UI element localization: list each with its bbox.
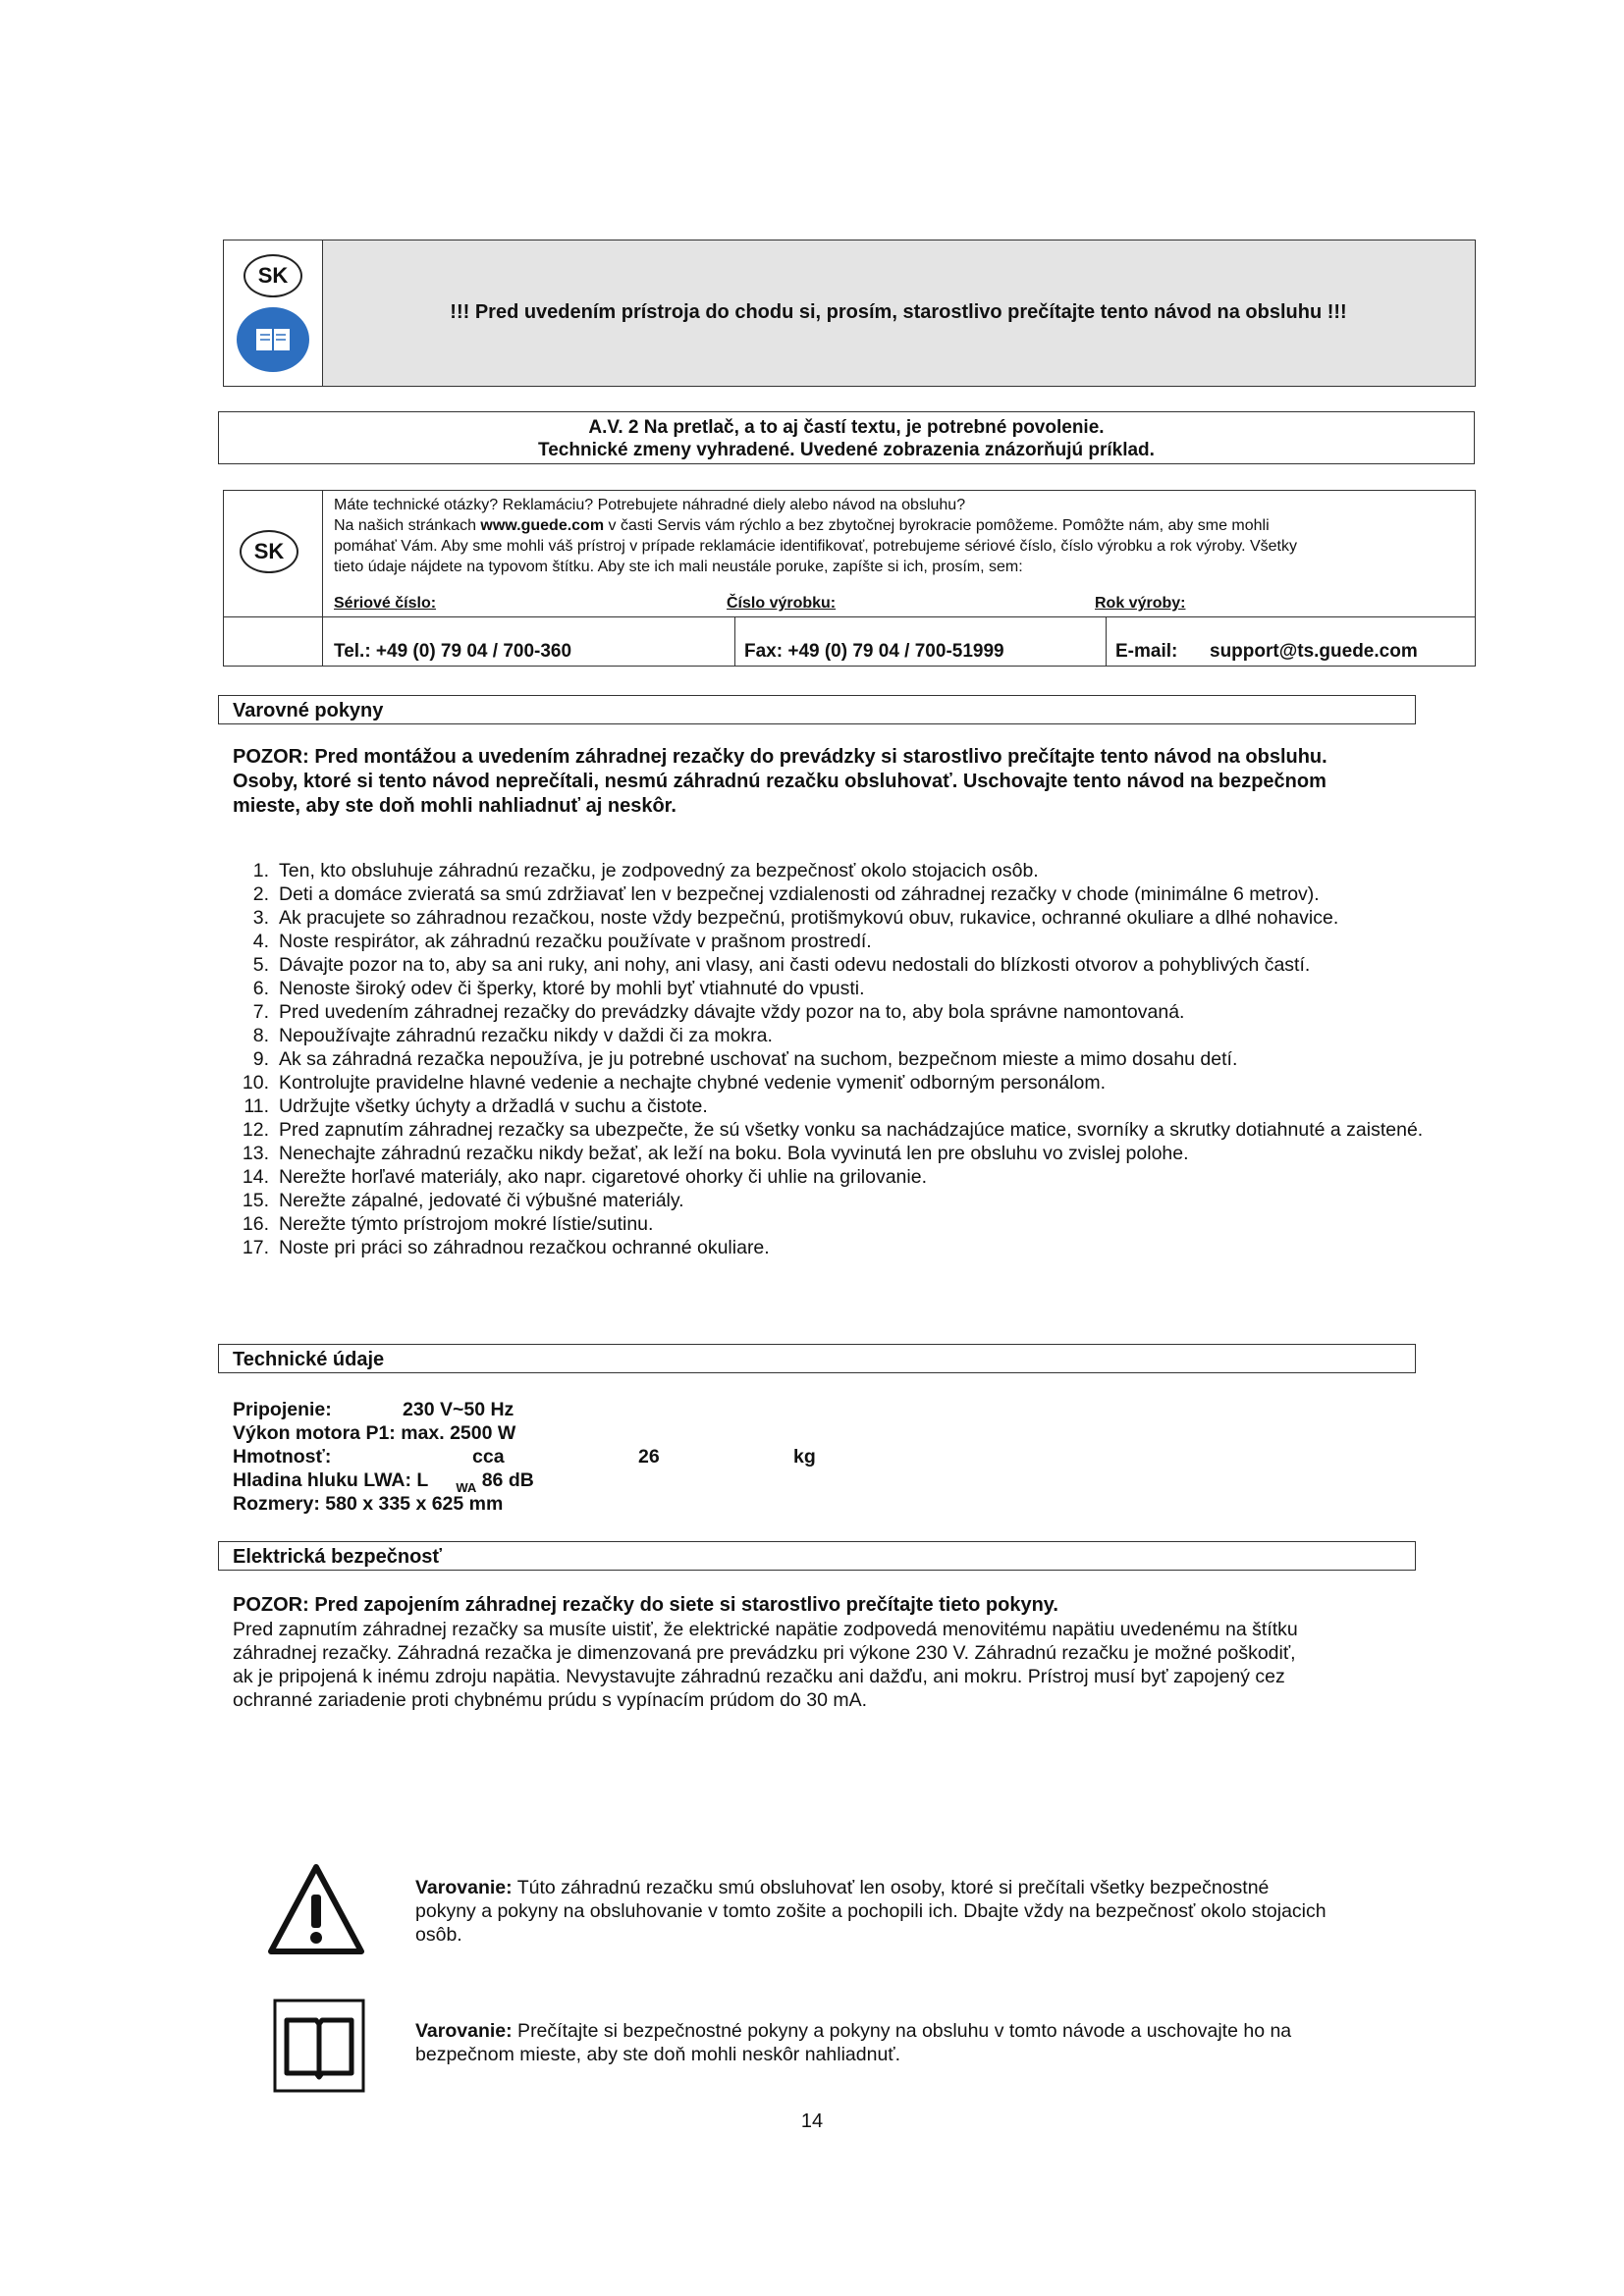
list-item <box>234 906 1432 930</box>
list-item-text: Udržujte všetky úchyty a držadlá v suchu a čistote. <box>279 1095 708 1117</box>
list-item-text: Nerežte zápalné, jedovaté či výbušné materiály. <box>279 1190 684 1211</box>
contact-intro-line: Na našich stránkach www.guede.com v časti Servis vám rýchlo a bez zbytočnej byrokracie pomôžeme. Pomôžte nám, aby sme mohli <box>334 517 1270 534</box>
list-item-number: 17. <box>242 1237 269 1258</box>
list-item-number: 14. <box>242 1166 269 1188</box>
list-item <box>234 859 1432 882</box>
tech-dimensions: Rozmery: 580 x 335 x 625 mm <box>233 1493 504 1515</box>
email-label: E-mail: <box>1115 641 1178 662</box>
sk-language-badge: SK <box>244 254 302 297</box>
phone-number: Tel.: +49 (0) 79 04 / 700-360 <box>334 641 572 662</box>
table-divider <box>734 616 735 666</box>
read-manual-banner <box>223 240 1476 387</box>
table-divider <box>322 491 323 666</box>
section-header-tech: Technické údaje <box>218 1344 1416 1373</box>
warning-label: Varovanie: <box>415 1877 513 1898</box>
list-item-number: 4. <box>252 931 269 952</box>
tech-weight-value: 26 <box>638 1446 660 1468</box>
tech-weight-unit: kg <box>793 1446 816 1468</box>
tech-weight-approx: cca <box>472 1446 505 1468</box>
list-item-number: 2. <box>252 883 269 905</box>
website-link[interactable]: www.guede.com <box>480 517 605 534</box>
tech-connection-label: Pripojenie: <box>233 1399 332 1420</box>
manual-book-icon <box>237 307 309 372</box>
list-item <box>234 882 1432 906</box>
warning-read-instructions: Varovanie: Túto záhradnú rezačku smú obsluhovať len osoby, ktoré si prečítali všetky bezpečnostné pokyny a pokyny na obsluhovanie v tomto zošite a pochopili ich. Dbajte vždy na bezpečnosť okolo stojacich osôb. <box>415 1877 1326 1946</box>
list-item-number: 15. <box>242 1190 269 1211</box>
list-item-number: 1. <box>252 860 269 881</box>
electrical-warning: POZOR: Pred zapojením záhradnej rezačky do siete si starostlivo prečítajte tieto pokyny. <box>233 1594 1058 1616</box>
contact-intro <box>334 495 1463 577</box>
list-item-number: 8. <box>252 1025 269 1046</box>
list-item-text: Nenechajte záhradnú rezačku nikdy bežať, ak leží na boku. Bola vyvinutá len pre obsluhu vo zvislej polohe. <box>279 1143 1189 1164</box>
warning-label: Varovanie: <box>415 2020 513 2042</box>
serial-number-label: Sériové číslo: <box>334 595 437 612</box>
contact-intro-line: tieto údaje nájdete na typovom štítku. Aby ste ich mali neustále poruke, zapíšte si ich, prosím, sem: <box>334 559 1023 575</box>
list-item-number: 3. <box>252 907 269 929</box>
table-divider <box>224 616 1475 617</box>
list-item <box>234 1071 1432 1095</box>
list-item <box>234 1118 1432 1142</box>
section-header-electrical: Elektrická bezpečnosť <box>218 1541 1416 1571</box>
list-item-text: Nepoužívajte záhradnú rezačku nikdy v daždi či za mokra. <box>279 1025 773 1046</box>
list-item-text: Ak pracujete so záhradnou rezačkou, noste vždy bezpečnú, protišmykovú obuv, rukavice, ochranné okuliare a dlhé nohavice. <box>279 907 1339 929</box>
tech-connection-value: 230 V~50 Hz <box>403 1399 514 1420</box>
list-item <box>234 953 1432 977</box>
list-item <box>234 977 1432 1000</box>
list-item <box>234 1212 1432 1236</box>
warnings-intro: POZOR: Pred montážou a uvedením záhradnej rezačky do prevádzky si starostlivo prečítajte tento návod na obsluhu. Osoby, ktoré si tento návod neprečítali, nesmú záhradnú rezačku obsluhovať. Uschovajte tento návod na bezpečnom mieste, aby ste doň mohli nahliadnuť aj neskôr. <box>233 746 1327 817</box>
list-item-text: Ak sa záhradná rezačka nepoužíva, je ju potrebné uschovať na suchom, bezpečnom mieste a mimo dosahu detí. <box>279 1048 1238 1070</box>
production-year-label: Rok výroby: <box>1095 595 1186 612</box>
page-number: 14 <box>800 2110 824 2132</box>
list-item-text: Pred zapnutím záhradnej rezačky sa ubezpečte, že sú všetky vonku sa nachádzajúce matice, svorníky a skrutky dotiahnuté a zaistené. <box>279 1119 1424 1141</box>
list-item-number: 6. <box>252 978 269 999</box>
list-item <box>234 1165 1432 1189</box>
list-item-text: Nenoste široký odev či šperky, ktoré by mohli byť vtiahnuté do vpusti. <box>279 978 865 999</box>
open-book-icon <box>237 307 309 372</box>
tech-noise-level: Hladina hluku LWA: L $_{WA}$ 86 dB <box>233 1469 534 1495</box>
contact-intro-line: Máte technické otázky? Reklamáciu? Potrebujete náhradné diely alebo návod na obsluhu? <box>334 497 966 513</box>
list-item-text: Pred uvedením záhradnej rezačky do prevádzky dávajte vždy pozor na to, aby bola správne namontovaná. <box>279 1001 1185 1023</box>
contact-info-table <box>223 490 1476 667</box>
warning-triangle-icon <box>267 1863 365 1960</box>
list-item-number: 5. <box>252 954 269 976</box>
list-item-text: Ten, kto obsluhuje záhradnú rezačku, je zodpovedný za bezpečnosť okolo stojacich osôb. <box>279 860 1039 881</box>
list-item <box>234 930 1432 953</box>
list-item-number: 12. <box>242 1119 269 1141</box>
copyright-line-2: Technické zmeny vyhradené. Uvedené zobrazenia znázorňujú príklad. <box>538 440 1155 460</box>
banner-message: !!! Pred uvedením prístroja do chodu si, prosím, starostlivo prečítajte tento návod na obsluhu !!! <box>450 301 1347 323</box>
list-item <box>234 1095 1432 1118</box>
safety-instructions-list <box>234 859 1432 1259</box>
tech-motor-power: Výkon motora P1: max. 2500 W <box>233 1422 516 1444</box>
copyright-notice <box>218 411 1475 464</box>
list-item <box>234 1236 1432 1259</box>
list-item-text: Dávajte pozor na to, aby sa ani ruky, ani nohy, ani vlasy, ani časti odevu nedostali do blízkosti otvorov a pohyblivých častí. <box>279 954 1311 976</box>
section-header-warnings: Varovné pokyny <box>218 695 1416 724</box>
contact-intro-line: pomáhať Vám. Aby sme mohli váš prístroj v prípade reklamácie identifikovať, potrebujeme sériové číslo, číslo výrobku a rok výroby. Všetky <box>334 538 1297 555</box>
list-item-number: 10. <box>242 1072 269 1094</box>
list-item <box>234 1000 1432 1024</box>
email-address[interactable]: support@ts.guede.com <box>1210 641 1418 662</box>
electrical-text: Pred zapnutím záhradnej rezačky sa musíte uistiť, že elektrické napätie zodpovedá menovitému napätiu uvedenému na štítku záhradnej rezačky. Záhradná rezačka je dimenzovaná pre prevádzku pri výkone 230 V. Záhradnú rezačku je možné poškodiť, ak je pripojená k inému zdroju napätia. Nevystavujte záhradnú rezačku ani dažďu, ani mokru. Prístroj musí byť zapojený cez ochranné zariadenie proti chybnému prúdu s vypínacím prúdom do 30 mA. <box>233 1619 1298 1711</box>
list-item-number: 11. <box>244 1095 269 1117</box>
list-item-text: Noste respirátor, ak záhradnú rezačku používate v prašnom prostredí. <box>279 931 872 952</box>
read-manual-icon <box>273 1999 365 2098</box>
list-item-text: Nerežte horľavé materiály, ako napr. cigaretové ohorky či uhlie na grilovanie. <box>279 1166 928 1188</box>
list-item <box>234 1189 1432 1212</box>
list-item <box>234 1024 1432 1047</box>
warning-keep-manual: Varovanie: Prečítajte si bezpečnostné pokyny a pokyny na obsluhu v tomto návode a uschovajte ho na bezpečnom mieste, aby ste doň mohli neskôr nahliadnuť. <box>415 2020 1292 2065</box>
list-item <box>234 1142 1432 1165</box>
list-item-number: 9. <box>252 1048 269 1070</box>
table-divider <box>1106 616 1107 666</box>
list-item-number: 7. <box>252 1001 269 1023</box>
list-item-number: 13. <box>242 1143 269 1164</box>
sk-language-badge: SK <box>240 530 298 573</box>
list-item <box>234 1047 1432 1071</box>
list-item-text: Nerežte týmto prístrojom mokré lístie/sutinu. <box>279 1213 654 1235</box>
fax-number: Fax: +49 (0) 79 04 / 700-51999 <box>744 641 1004 662</box>
banner-icon-cell <box>224 240 323 386</box>
list-item-number: 16. <box>242 1213 269 1235</box>
list-item-text: Kontrolujte pravidelne hlavné vedenie a nechajte chybné vedenie vymeniť odborným personálom. <box>279 1072 1107 1094</box>
list-item-text: Noste pri práci so záhradnou rezačkou ochranné okuliare. <box>279 1237 770 1258</box>
copyright-line-1: A.V. 2 Na pretlač, a to aj častí textu, je potrebné povolenie. <box>588 417 1105 438</box>
product-number-label: Číslo výrobku: <box>727 595 837 612</box>
tech-weight-label: Hmotnosť: <box>233 1446 332 1468</box>
list-item-text: Deti a domáce zvieratá sa smú zdržiavať len v bezpečnej vzdialenosti od záhradnej rezačky v chode (minimálne 6 metrov). <box>279 883 1320 905</box>
